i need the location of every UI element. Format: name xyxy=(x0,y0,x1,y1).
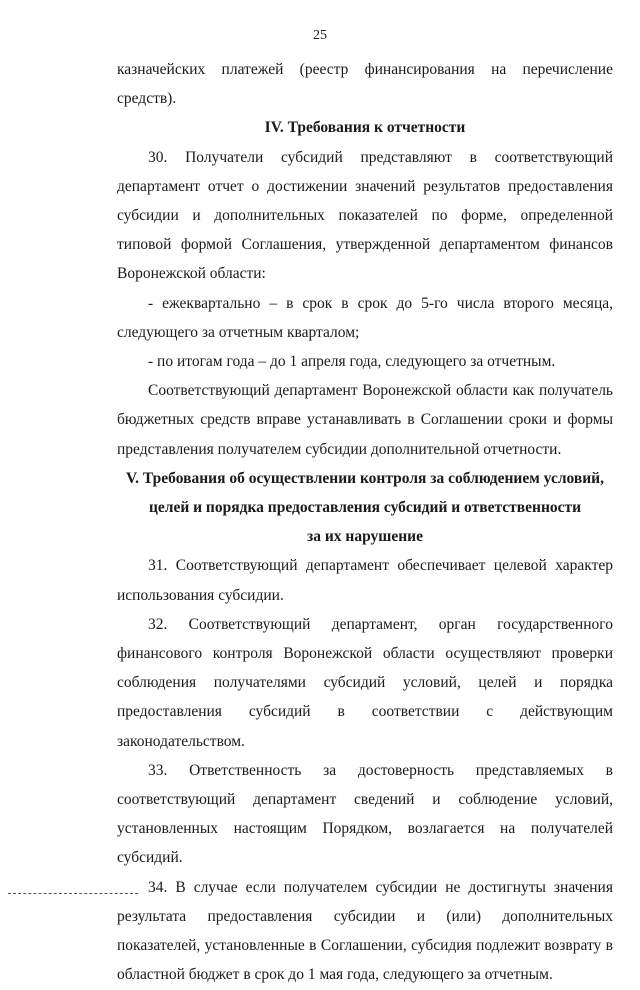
paragraph-continuation: казначейских платежей (реестр финансирования на перечисление средств). xyxy=(117,61,613,108)
list-item-annual: - по итогам года – до 1 апреля года, следующего за отчетным. xyxy=(148,353,556,371)
paragraph-31: 31. Соответствующий департамент обеспечивает целевой характер использования субсидии. xyxy=(117,557,613,604)
paragraph-33: 33. Ответственность за достоверность представляемых в соответствующий департамент сведений и соблюдение условий, установленных настоящим Порядком, возлагается на получателей субсидий. xyxy=(117,761,613,867)
section-heading-v-line1: V. Требования об осуществлении контроля за соблюдением условий, xyxy=(125,469,604,487)
paragraph-department-rights: Соответствующий департамент Воронежской области как получатель бюджетных средств вправе устанавливать в Соглашении сроки и формы представления получателем субсидии дополнительной отчетности. xyxy=(117,382,613,458)
section-heading-iv: IV. Требования к отчетности xyxy=(264,119,466,137)
section-heading-v-line2: целей и порядка предоставления субсидий и ответственности xyxy=(148,499,582,517)
page-number: 25 xyxy=(313,28,327,43)
paragraph-30: 30. Получатели субсидий представляют в соответствующий департамент отчет о достижении значений результатов предоставления субсидии и дополнительных показателей по форме, определенной типовой формой Соглашения, утвержденной департаментом финансов Воронежской области: xyxy=(117,148,613,283)
section-heading-v-line3: за их нарушение xyxy=(307,528,423,546)
list-item-quarterly: - ежеквартально – в срок в срок до 5-го числа второго месяца, следующего за отчетным кварталом; xyxy=(117,294,613,341)
paragraph-32: 32. Соответствующий департамент, орган государственного финансового контроля Воронежской области осуществляют проверки соблюдения получателями субсидий условий, целей и порядка предоставления субсидий в соответствии с действующим законодательством. xyxy=(117,615,613,750)
footer-divider xyxy=(8,893,138,894)
document-body xyxy=(117,55,613,990)
paragraph-34: 34. В случае если получателем субсидии не достигнуты значения результата предоставления субсидии и (или) дополнительных показателей, установленные в Соглашении, субсидия подлежит возврату в областной бюджет в срок до 1 мая года, следующего за отчетным. xyxy=(117,878,613,984)
